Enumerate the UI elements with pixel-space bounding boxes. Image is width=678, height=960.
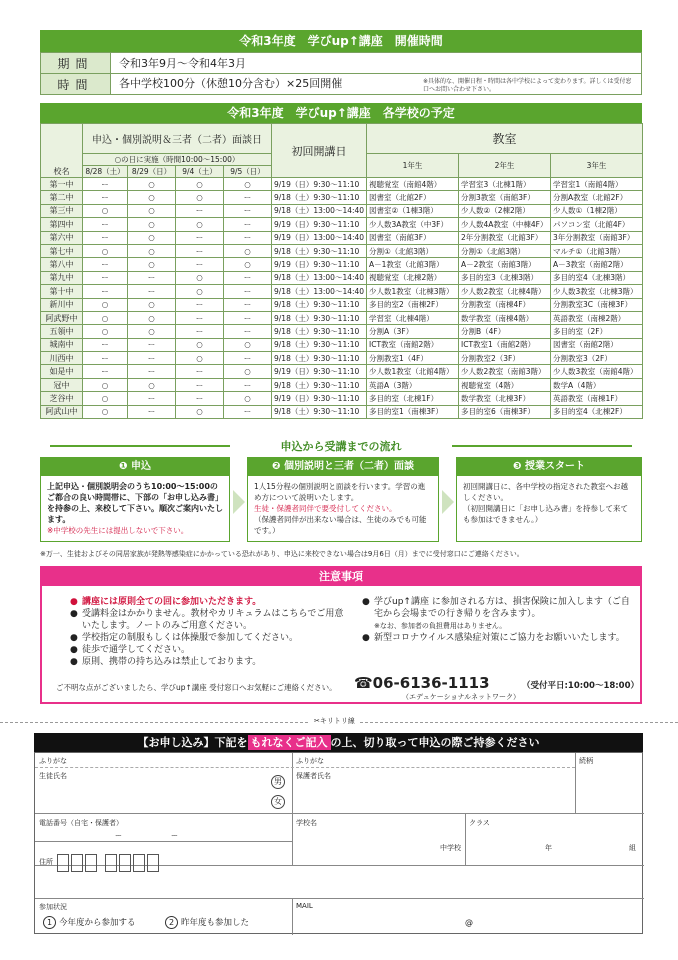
first-day: 9/18（土）9:30～11:10: [272, 191, 367, 204]
step-apply-warning: ※中学校の先生には提出しないで下さい。: [47, 526, 189, 535]
room-cell: 分割教室1（4F）: [367, 352, 459, 365]
apply-mark: ○: [83, 325, 128, 338]
notice-box: [40, 566, 642, 704]
apply-mark: ー: [176, 244, 224, 257]
room-cell: 分割B（4F）: [459, 325, 551, 338]
school-name: 第七中: [41, 244, 83, 257]
school-row: [41, 352, 643, 365]
room-cell: 数学教室（南棟4階）: [459, 311, 551, 324]
room-cell: 英語教室（南棟1F）: [551, 392, 643, 405]
first-day: 9/18（土）9:30～11:10: [272, 352, 367, 365]
phone-number: ☎06-6136-1113: [354, 674, 490, 692]
first-day: 9/18（土）9:30～11:10: [272, 311, 367, 324]
room-cell: 分割教室3（2F）: [551, 352, 643, 365]
apply-mark: ○: [83, 204, 128, 217]
year-suffix: 年: [545, 844, 552, 852]
sex-male-option[interactable]: 男: [271, 775, 285, 789]
school-row: [41, 178, 643, 191]
room-cell: 多目的室1（南棟3F）: [367, 405, 459, 418]
col-apply-sub: ○の日に実施（時間10:00～15:00）: [83, 154, 272, 166]
room-cell: 多目的室6（南棟3F）: [459, 405, 551, 418]
room-cell: 多目的室4（北棟3階）: [551, 271, 643, 284]
room-cell: 英語A（3階）: [367, 378, 459, 391]
apply-mark: ー: [83, 365, 128, 378]
school-name: 第十中: [41, 285, 83, 298]
room-cell: 数学A（4階）: [551, 378, 643, 391]
apply-mark: ○: [224, 338, 272, 351]
first-day: 9/18（土）9:30～11:10: [272, 298, 367, 311]
cut-label: ✂キリトリ線: [310, 716, 359, 726]
room-cell: 多目的室3（北棟3階）: [459, 271, 551, 284]
apply-mark: ○: [83, 244, 128, 257]
apply-mark: ー: [176, 298, 224, 311]
room-cell: 学習室1（南館4階）: [551, 178, 643, 191]
student-name-label: 生徒氏名: [39, 772, 67, 780]
school-row: [41, 285, 643, 298]
apply-mark: ○: [176, 191, 224, 204]
room-cell: 少人数①（1棟2階）: [551, 204, 643, 217]
apply-mark: ー: [224, 311, 272, 324]
flow-title: 申込から受講までの流れ: [40, 438, 642, 452]
first-day: 9/19（日）9:30～11:10: [272, 178, 367, 191]
organization-name: （エデュケーショナルネットワーク）: [402, 693, 520, 701]
col-school: 校名: [41, 124, 83, 178]
room-cell: 数学教室（北棟3F）: [459, 392, 551, 405]
kumi-suffix: 組: [629, 844, 636, 852]
section-plan-title: 令和3年度 学びup↑講座 各学校の予定: [40, 103, 642, 123]
notice-item: ● 講座には原則全ての回に参加いただきます。: [70, 596, 350, 608]
date-2: 8/29（日）: [128, 166, 176, 178]
apply-mark: ○: [176, 218, 224, 231]
step-apply-body: 上記申込・個別説明会のうち10:00～15:00のご都合の良い時間帯に、下部の「お申し込み書」を持参の上、来校して下さい。順次ご案内いたします。: [47, 482, 223, 524]
room-cell: 多目的室2（南棟2F）: [367, 298, 459, 311]
school-row: [41, 231, 643, 244]
flow-arrow-1: [233, 490, 245, 514]
room-cell: 視聴覚室（南館4階）: [367, 178, 459, 191]
school-name: 第四中: [41, 218, 83, 231]
notice-title: 注意事項: [42, 568, 640, 586]
apply-mark: ー: [128, 338, 176, 351]
period-label: 期間: [41, 53, 111, 74]
contact-text: ご不明な点がございましたら、学びup↑講座 受付窓口へお気軽にご連絡ください。: [56, 683, 337, 692]
notice-item: ● 受講料金はかかりません。教材やカリキュラムはこちらでご用意いたします。ノートのみご用意ください。: [70, 608, 350, 632]
apply-mark: ー: [128, 285, 176, 298]
school-name: 第六中: [41, 231, 83, 244]
col-room: 教室: [367, 124, 643, 154]
apply-mark: ○: [128, 258, 176, 271]
apply-mark: ○: [83, 392, 128, 405]
school-name: 城南中: [41, 338, 83, 351]
school-name: 如是中: [41, 365, 83, 378]
school-name: 冠中: [41, 378, 83, 391]
apply-mark: ○: [224, 178, 272, 191]
room-cell: A－1教室（北館3階）: [367, 258, 459, 271]
room-cell: 図書室（南館2階）: [551, 338, 643, 351]
room-cell: 図書室②（1棟3階）: [367, 204, 459, 217]
apply-mark: ー: [128, 405, 176, 418]
apply-mark: ー: [176, 378, 224, 391]
room-cell: 多目的室（北棟1F）: [367, 392, 459, 405]
apply-mark: ○: [83, 378, 128, 391]
room-cell: ICT教室1（南館2階）: [459, 338, 551, 351]
school-row: [41, 311, 643, 324]
apply-mark: ○: [224, 392, 272, 405]
form-header: 【お申し込み】下記を もれなくご記入 の上、切り取って申込の際ご持参ください: [34, 733, 643, 752]
room-cell: 少人数3A教室（中3F）: [367, 218, 459, 231]
apply-mark: ー: [224, 352, 272, 365]
room-cell: 分割3教室（南館3F）: [459, 191, 551, 204]
apply-mark: ○: [128, 204, 176, 217]
address-label: 住所: [39, 858, 53, 866]
apply-mark: ○: [176, 271, 224, 284]
school-name: 第九中: [41, 271, 83, 284]
postal-box[interactable]: [71, 854, 83, 872]
sex-female-option[interactable]: 女: [271, 795, 285, 809]
postal-box[interactable]: [119, 854, 131, 872]
apply-mark: ○: [83, 311, 128, 324]
room-cell: 学習室3（北棟1階）: [459, 178, 551, 191]
apply-mark: ○: [224, 258, 272, 271]
postal-box[interactable]: [105, 854, 117, 872]
school-plan-table: [40, 123, 643, 419]
apply-mark: ○: [128, 298, 176, 311]
section-schedule-title: 令和3年度 学びup↑講座 開催時間: [40, 30, 642, 52]
school-row: [41, 204, 643, 217]
first-day: 9/19（日）9:30～11:10: [272, 392, 367, 405]
room-cell: 多目的室（2F）: [551, 325, 643, 338]
first-day: 9/19（日）9:30～11:10: [272, 365, 367, 378]
room-cell: 少人数3教室（北棟3階）: [551, 285, 643, 298]
status-option-1[interactable]: 1 今年度から参加する: [43, 916, 136, 929]
apply-mark: ー: [128, 271, 176, 284]
school-row: [41, 191, 643, 204]
notice-left-list: [70, 596, 350, 668]
room-cell: 少人数2教室（南館3階）: [459, 365, 551, 378]
schedule-table: [40, 52, 642, 95]
room-cell: パソコン室（北館4F）: [551, 218, 643, 231]
step-start-body: 初回開講日に、各中学校の指定された教室へお越しください。: [463, 482, 628, 502]
first-day: 9/18（土）9:30～11:10: [272, 378, 367, 391]
room-cell: 分割A（3F）: [367, 325, 459, 338]
room-cell: 図書室（南館3F）: [367, 231, 459, 244]
first-day: 9/18（土）9:30～11:10: [272, 325, 367, 338]
room-cell: 多目的室4（北棟2F）: [551, 405, 643, 418]
relation-label: 続柄: [579, 757, 593, 765]
postal-box[interactable]: [147, 854, 159, 872]
apply-mark: ー: [83, 178, 128, 191]
school-name: 第二中: [41, 191, 83, 204]
apply-mark: ー: [224, 325, 272, 338]
first-day: 9/19（日）9:30～11:10: [272, 218, 367, 231]
time-value: 各中学校100分（休憩10分含む）×25回開催: [119, 76, 343, 90]
apply-mark: ー: [83, 191, 128, 204]
school-name: 芝谷中: [41, 392, 83, 405]
step-start-title: ❸ 授業スタート: [457, 458, 641, 476]
school-row: [41, 218, 643, 231]
apply-mark: ○: [128, 311, 176, 324]
status-option-2[interactable]: 2 昨年度も参加した: [165, 916, 249, 929]
date-4: 9/5（日）: [224, 166, 272, 178]
room-cell: 分割教室（南棟4F）: [459, 298, 551, 311]
school-row: [41, 271, 643, 284]
apply-mark: ○: [176, 178, 224, 191]
mail-label: MAIL: [296, 902, 313, 910]
date-3: 9/4（土）: [176, 166, 224, 178]
phone-label: 電話番号（自宅・保護者）: [39, 819, 123, 827]
school-row: [41, 378, 643, 391]
step-start-body2: （初回開講日に「お申し込み書」を持参して来ても参加はできません。）: [463, 504, 628, 524]
room-cell: 分割①（北館3階）: [459, 244, 551, 257]
furigana-label-student: ふりがな: [39, 757, 67, 765]
grade-1: 1年生: [367, 154, 459, 178]
step-interview-body: 1人15分程の個別説明と面談を行います。学習の進め方について説明いたします。: [254, 482, 426, 502]
apply-mark: ー: [224, 298, 272, 311]
apply-mark: ー: [128, 365, 176, 378]
apply-mark: ー: [83, 338, 128, 351]
date-1: 8/28（土）: [83, 166, 128, 178]
step-interview: [247, 457, 439, 542]
apply-mark: ー: [224, 271, 272, 284]
apply-mark: ー: [176, 204, 224, 217]
col-apply: 申込・個別説明＆三者（二者）面談日: [83, 124, 272, 154]
apply-mark: ー: [176, 365, 224, 378]
postal-box[interactable]: [133, 854, 145, 872]
room-cell: ICT教室（南館2階）: [367, 338, 459, 351]
apply-mark: ○: [176, 405, 224, 418]
first-day: 9/18（土）9:30～11:10: [272, 244, 367, 257]
room-cell: 分割①（北館3階）: [367, 244, 459, 257]
room-cell: 視聴覚室（北棟2階）: [367, 271, 459, 284]
apply-mark: ○: [128, 218, 176, 231]
schedule-note: ※具体的な、開催日程・時間は各中学校によって変わります。詳しくは受付窓口へお問い合わせ下さい。: [423, 77, 632, 93]
room-cell: 分割教室3C（南棟3F）: [551, 298, 643, 311]
room-cell: A－3教室（南館2階）: [551, 258, 643, 271]
apply-mark: ○: [128, 178, 176, 191]
room-cell: 少人数2教室（北棟4階）: [459, 285, 551, 298]
postal-box[interactable]: [85, 854, 97, 872]
first-day: 9/18（土）13:00～14:40: [272, 285, 367, 298]
notice-item: ● 原則、携帯の持ち込みは禁止しております。: [70, 656, 350, 668]
first-day: 9/18（土）9:30～11:10: [272, 405, 367, 418]
school-name: 川西中: [41, 352, 83, 365]
room-cell: 3年分割教室（南館3F）: [551, 231, 643, 244]
application-form: [34, 752, 643, 934]
notice-item: ● 学びup↑講座 に参加される方は、損害保険に加入します（ご自宅から会場までの行き帰りを含みます）。: [362, 596, 632, 620]
class-label: クラス: [469, 819, 490, 827]
school-row: [41, 325, 643, 338]
absence-note: ※万一、生徒およびその同居家族が発熱等感染症にかかっている恐れがあり、申込に来校できない場合は9月6日（月）までに受付窓口にご連絡ください。: [40, 550, 524, 558]
apply-mark: ○: [128, 244, 176, 257]
school-name: 第一中: [41, 178, 83, 191]
apply-mark: ○: [128, 325, 176, 338]
notice-item: ● 徒歩で通学してください。: [70, 644, 350, 656]
apply-mark: ○: [176, 352, 224, 365]
apply-mark: ー: [224, 218, 272, 231]
school-row: [41, 338, 643, 351]
apply-mark: ー: [83, 231, 128, 244]
apply-mark: ー: [83, 218, 128, 231]
school-name: 新川中: [41, 298, 83, 311]
step-start: [456, 457, 642, 542]
apply-mark: ー: [224, 191, 272, 204]
school-label: 学校名: [296, 819, 317, 827]
school-name: 阿武野中: [41, 311, 83, 324]
notice-right-list: [362, 596, 632, 644]
room-cell: 2年分割教室（北館3F）: [459, 231, 551, 244]
grade-2: 2年生: [459, 154, 551, 178]
apply-mark: ー: [176, 311, 224, 324]
room-cell: 図書室（北館2F）: [367, 191, 459, 204]
room-cell: 少人数1教室（北館4階）: [367, 365, 459, 378]
apply-mark: ○: [128, 231, 176, 244]
apply-mark: ー: [224, 231, 272, 244]
apply-mark: ○: [224, 365, 272, 378]
room-cell: 少人数②（2棟2階）: [459, 204, 551, 217]
apply-mark: ○: [128, 378, 176, 391]
period-value: 令和3年9月～令和4年3月: [111, 53, 642, 74]
step-apply-title: ❶ 申込: [41, 458, 229, 476]
school-row: [41, 365, 643, 378]
school-row: [41, 298, 643, 311]
room-cell: マルチ①（北館3階）: [551, 244, 643, 257]
room-cell: 少人数3教室（南館4階）: [551, 365, 643, 378]
form-header-highlight: もれなくご記入: [248, 735, 331, 750]
step-interview-title: ❷ 個別説明と三者（二者）面談: [248, 458, 438, 476]
school-row: [41, 392, 643, 405]
school-row: [41, 258, 643, 271]
apply-mark: ー: [83, 285, 128, 298]
apply-mark: ー: [176, 392, 224, 405]
grade-3: 3年生: [551, 154, 643, 178]
step-interview-body2: （保護者同伴が出来ない場合は、生徒のみでも可能です。）: [254, 515, 427, 535]
first-day: 9/18（土）13:00～14:40: [272, 271, 367, 284]
col-first-day: 初回開講日: [272, 124, 367, 178]
apply-mark: ○: [83, 298, 128, 311]
apply-mark: ー: [176, 325, 224, 338]
apply-mark: ○: [176, 285, 224, 298]
notice-item: ● 学校指定の制服もしくは体操服で参加してください。: [70, 632, 350, 644]
apply-mark: ー: [176, 231, 224, 244]
school-row: [41, 244, 643, 257]
notice-subnote: ※なお、参加者の負担費用はありません。: [374, 622, 507, 630]
school-name: 第八中: [41, 258, 83, 271]
apply-mark: ー: [224, 285, 272, 298]
school-name: 阿武山中: [41, 405, 83, 418]
step-interview-warning: 生徒・保護者同伴で要受付してください。: [254, 504, 397, 513]
room-cell: 視聴覚室（4階）: [459, 378, 551, 391]
apply-mark: ○: [83, 405, 128, 418]
first-day: 9/19（日）13:00～14:40: [272, 231, 367, 244]
apply-mark: ー: [83, 352, 128, 365]
apply-mark: ○: [176, 338, 224, 351]
apply-mark: ○: [224, 244, 272, 257]
notice-item: ● 新型コロナウイルス感染症対策にご協力をお願いいたします。: [362, 632, 632, 644]
room-cell: 分割教室2（3F）: [459, 352, 551, 365]
apply-mark: ー: [83, 258, 128, 271]
flow-arrow-2: [442, 490, 454, 514]
apply-mark: ー: [83, 271, 128, 284]
time-label: 時間: [41, 74, 111, 95]
phone-separators: ー ー: [115, 832, 178, 840]
time-cell: [111, 74, 642, 95]
apply-mark: ー: [128, 352, 176, 365]
school-name: 第三中: [41, 204, 83, 217]
mail-at: @: [465, 918, 473, 927]
room-cell: 少人数4A教室（中棟4F）: [459, 218, 551, 231]
furigana-label-guardian: ふりがな: [296, 757, 324, 765]
apply-mark: ○: [128, 191, 176, 204]
room-cell: 学習室（北棟4階）: [367, 311, 459, 324]
room-cell: 分割A教室（北館2F）: [551, 191, 643, 204]
postal-box[interactable]: [57, 854, 69, 872]
apply-mark: ー: [224, 405, 272, 418]
status-label: 参加状況: [39, 903, 67, 911]
step-apply: [40, 457, 230, 542]
first-day: 9/18（土）9:30～11:10: [272, 338, 367, 351]
office-hours: （受付平日:10:00～18:00）: [522, 681, 640, 691]
apply-mark: ー: [224, 204, 272, 217]
room-cell: 少人数1教室（北棟3階）: [367, 285, 459, 298]
apply-mark: ー: [224, 378, 272, 391]
first-day: 9/18（土）13:00～14:40: [272, 204, 367, 217]
school-name: 五領中: [41, 325, 83, 338]
room-cell: A－2教室（南館3階）: [459, 258, 551, 271]
school-row: [41, 405, 643, 418]
apply-mark: ー: [128, 392, 176, 405]
first-day: 9/19（日）9:30～11:10: [272, 258, 367, 271]
school-suffix: 中学校: [440, 844, 461, 852]
guardian-name-label: 保護者氏名: [296, 772, 331, 780]
room-cell: 英語教室（南棟2階）: [551, 311, 643, 324]
apply-mark: ー: [176, 258, 224, 271]
